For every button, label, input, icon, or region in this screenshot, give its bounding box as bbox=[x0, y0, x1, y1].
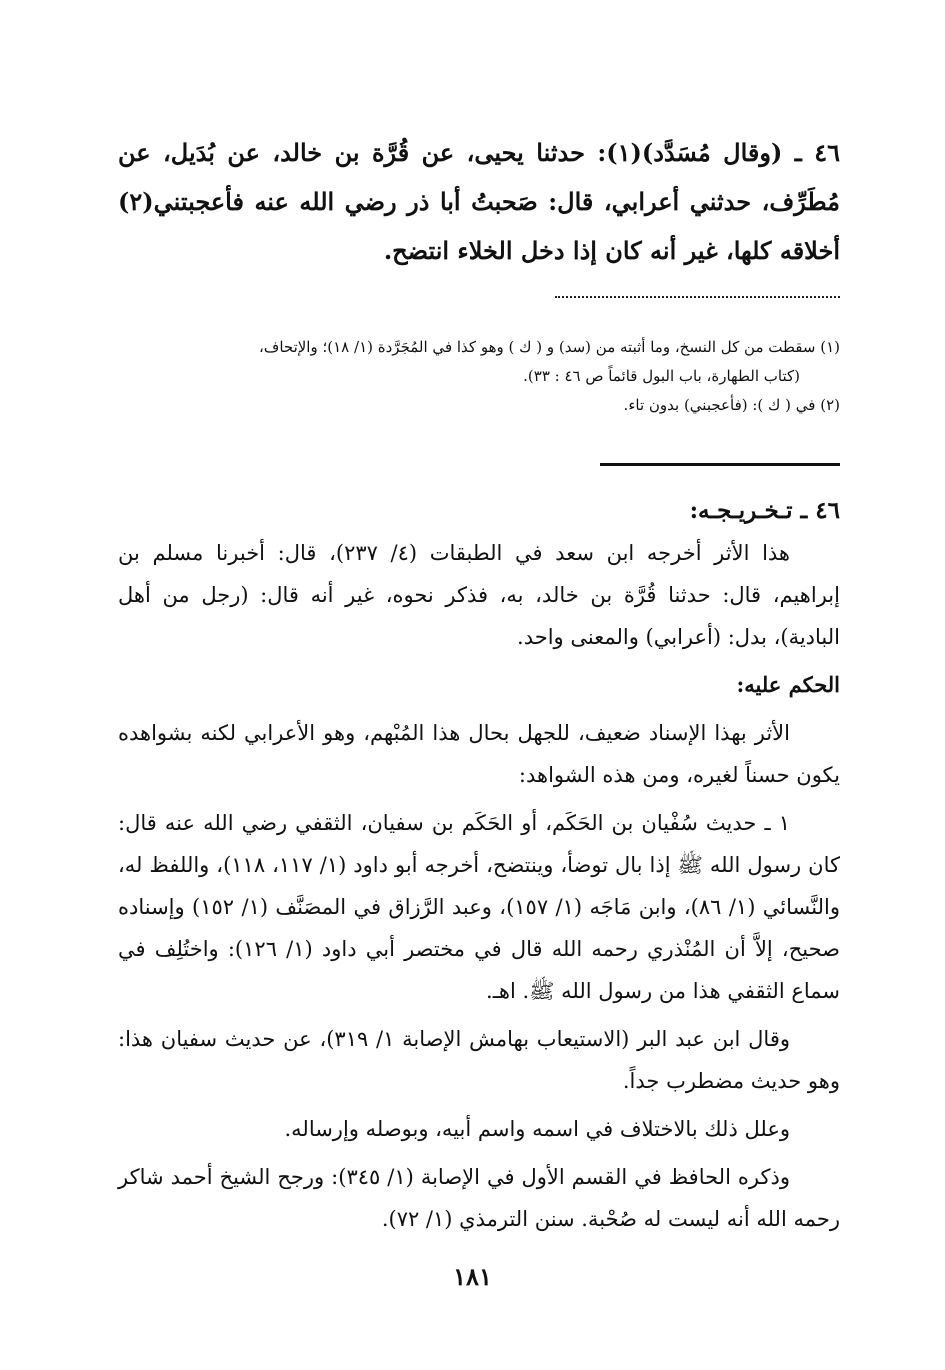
ruling-paragraph-5: وذكره الحافظ في القسم الأول في الإصابة (١/ ٣٤٥): ورجح الشيخ أحمد شاكر رحمه الله أنه ليست له صُحْبة. سنن الترمذي (١/ ٧٢). bbox=[118, 1165, 840, 1231]
commentary-block bbox=[118, 490, 840, 1240]
ruling-heading: الحكم عليه: bbox=[736, 672, 840, 697]
takhrij-paragraph: هذا الأثر أخرجه ابن سعد في الطبقات (٤/ ٢٣٧)، قال: أخبرنا مسلم بن إبراهيم، قال: حدثنا قُرَّة بن خالد، به، فذكر نحوه، غير أنه قال: (رجل من أهل البادية)، بدل: (أعرابي) والمعنى واحد. bbox=[118, 541, 840, 649]
footnote-1-line-1: (١) سقطت من كل النسخ، وما أثبته من (سد) و ( ك ) وهو كذا في المُجَرَّدة (١/ ١٨)؛ والإتحاف، bbox=[258, 338, 840, 356]
ruling-paragraph-3: وقال ابن عبد البر (الاستيعاب بهامش الإصابة ١/ ٣١٩)، عن حديث سفيان هذا: وهو حديث مضطرب جداً. bbox=[118, 1027, 840, 1093]
ruling-paragraph-4: وعلل ذلك بالاختلاف في اسمه واسم أبيه، وبوصله وإرساله. bbox=[284, 1117, 790, 1141]
takhrij-heading: ٤٦ ـ تـخـريـجـه: bbox=[689, 497, 840, 524]
ruling-paragraph-2: ١ ـ حديث سُفْيان بن الحَكَم، أو الحَكَم بن سفيان، الثقفي رضي الله عنه قال: كان رسول الله ﷺ إذا بال توضأ، وينتضح، أخرجه أبو داود (١/ ١١٧، ١١٨)، واللفظ له، والنَّسائي (١/ ٨٦)، وابن مَاجَه (١/ ١٥٧)، وعبد الرَّزاق في المصَنَّف (١/ ١٥٢) وإسناده صحيح، إلاَّ أن المُنْذري رحمه الله قال في مختصر أبي داود (١/ ١٢٦): واختُلِف في سماع الثقفي هذا من رسول الله ﷺ. اهـ. bbox=[118, 811, 840, 1003]
hadith-46-text: ٤٦ ـ (وقال مُسَدَّد)(١): حدثنا يحيى، عن قُرَّة بن خالد، عن بُدَيل، عن مُطَرِّف، حدثني أعرابي، قال: صَحبتُ أبا ذر رضي الله عنه فأعجبتني(٢) أخلاقه كلها، غير أنه كان إذا دخل الخلاء انتضح. bbox=[118, 138, 841, 265]
section-divider bbox=[600, 463, 840, 466]
footnote-2: (٢) في ( ك ): (فأعجبني) بدون تاء. bbox=[623, 396, 840, 414]
footnote-1-line-2: (كتاب الطهارة، باب البول قائماً ص ٤٦ : ٣٣). bbox=[523, 367, 800, 385]
dotted-separator bbox=[555, 296, 840, 300]
footnotes-block bbox=[118, 333, 840, 420]
page-number: ١٨١ bbox=[453, 1262, 492, 1291]
ruling-paragraph-1: الأثر بهذا الإسناد ضعيف، للجهل بحال هذا المُبْهم، وهو الأعرابي لكنه بشواهده يكون حسناً لغيره، ومن هذه الشواهد: bbox=[118, 721, 840, 787]
hadith-text-block bbox=[118, 128, 840, 275]
